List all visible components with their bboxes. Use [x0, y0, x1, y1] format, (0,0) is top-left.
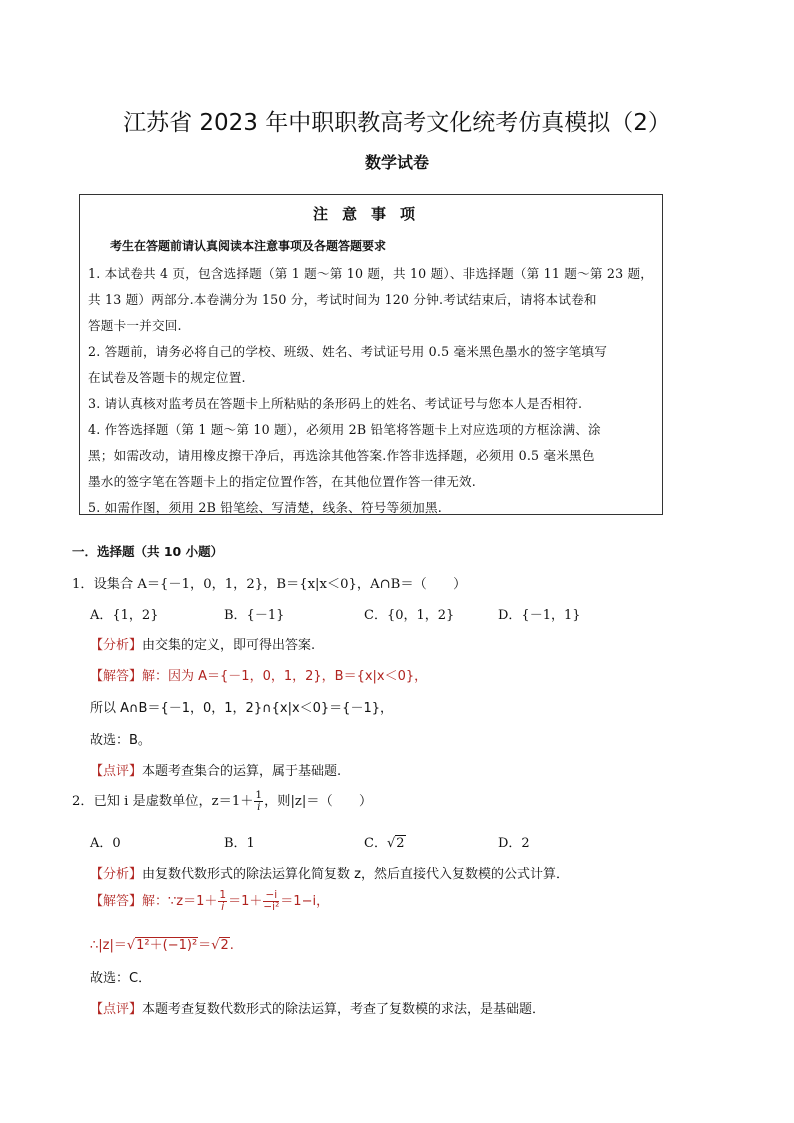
comment-text: 本题考查集合的运算，属于基础题. — [142, 764, 342, 779]
notice-heading: 注意事项 — [312, 205, 429, 223]
q2-option-d: D．2 — [498, 836, 530, 851]
notice-line: 1. 本试卷共 4 页，包含选择题（第 1 题～第 10 题，共 10 题）、非选择题（第 11 题～第 23 题， — [88, 266, 654, 281]
comment-tag: 【点评】 — [90, 1002, 143, 1017]
comment-text: 本题考查复数代数形式的除法运算，考查了复数模的求法，是基础题． — [142, 1002, 546, 1017]
q2-option-a: A．0 — [90, 836, 121, 851]
fraction-numerator: −i — [263, 890, 279, 902]
fraction-numerator: 1 — [219, 889, 227, 901]
notice-line: 3. 请认真核对监考员在答题卡上所粘贴的条形码上的姓名、考试证号与您本人是否相符. — [88, 396, 583, 411]
fraction-denominator: i — [257, 801, 261, 813]
comment-tag: 【点评】 — [90, 764, 143, 779]
q1-option-a: A．{1，2} — [90, 608, 159, 623]
modulus-start: ∴|z|＝ — [90, 938, 127, 953]
solution-middle: ＝1＋ — [228, 894, 263, 909]
solution-end: ＝1−i， — [280, 894, 330, 909]
notice-line: 墨水的签字笔在答题卡上的指定位置作答，在其他位置作答一律无效. — [88, 474, 477, 489]
notice-line: 在试卷及答题卡的规定位置. — [88, 370, 246, 385]
exam-title: 江苏省 2023 年中职职教高考文化统考仿真模拟（2） — [123, 110, 671, 136]
solution-fraction-2 — [263, 890, 279, 913]
sqrt-symbol: √ — [386, 836, 396, 851]
q1-stem: 1．设集合 A＝{－1，0，1，2}，B＝{x|x＜0}，A∩B＝（ ） — [72, 577, 467, 592]
fraction-numerator: 1 — [255, 789, 263, 801]
notice-line: 5. 如需作图，须用 2B 铅笔绘、写清楚，线条、符号等须加黑. — [88, 500, 442, 515]
fraction-denominator: −i² — [263, 901, 280, 913]
analysis-text: 由交集的定义，即可得出答案. — [142, 638, 316, 653]
q2-comment — [90, 998, 545, 1017]
notice-line: 黑；如需改动，请用橡皮擦干净后，再选涂其他答案.作答非选择题，必须用 0.5 毫米黑色 — [88, 448, 595, 463]
modulus-equals: ＝ — [198, 938, 212, 953]
solution-tag: 【解答】 — [90, 669, 143, 684]
q2-modulus — [90, 934, 234, 953]
q2-stem-start: 2．已知 i 是虚数单位，z＝1＋ — [72, 794, 254, 809]
section-heading: 一．选择题（共 10 小题） — [72, 544, 224, 559]
q1-analysis — [90, 634, 315, 653]
q2-option-b: B．1 — [224, 836, 255, 851]
sqrt-symbol: √ — [211, 938, 220, 953]
notice-line: 共 13 题）两部分.本卷满分为 150 分，考试时间为 120 分钟.考试结束后，请将本试卷和 — [88, 292, 597, 307]
analysis-tag: 【分析】 — [90, 638, 143, 653]
q1-option-b: B．{－1} — [224, 608, 285, 623]
q1-solution — [90, 665, 427, 684]
exam-subtitle: 数学试卷 — [364, 153, 429, 172]
option-c-label: C． — [364, 836, 387, 851]
q1-comment — [90, 760, 341, 779]
q1-option-c: C．{0，1，2} — [364, 608, 455, 623]
notice-line: 答题卡一并交回. — [88, 318, 182, 333]
q2-solution — [90, 890, 329, 913]
modulus-result-radicand: 2 — [220, 938, 229, 953]
q2-stem-fraction — [254, 790, 263, 813]
q2-option-c — [364, 832, 406, 851]
q1-solution-line2: 所以 A∩B＝{－1，0，1，2}∩{x|x＜0}＝{－1}， — [90, 701, 393, 716]
solution-fraction-1 — [218, 890, 227, 913]
sqrt-radicand: 2 — [396, 836, 405, 851]
q2-analysis — [90, 863, 569, 882]
sqrt-symbol: √ — [126, 938, 136, 953]
q2-stem-end: ，则|z|＝（ ） — [264, 794, 373, 809]
notice-intro: 考生在答题前请认真阅读本注意事项及各题答题要求 — [110, 239, 387, 253]
analysis-text: 由复数代数形式的除法运算化简复数 z，然后直接代入复数模的公式计算． — [142, 867, 569, 882]
q1-answer: 故选：B。 — [90, 733, 151, 748]
notice-line: 2. 答题前，请务必将自己的学校、班级、姓名、考试证号用 0.5 毫米黑色墨水的签字笔填写 — [88, 344, 608, 359]
solution-text: 解：因为 A＝{－1，0，1，2}，B＝{x|x＜0}， — [142, 669, 428, 684]
notice-line: 4. 作答选择题（第 1 题～第 10 题），必须用 2B 铅笔将答题卡上对应选项的方框涂满、涂 — [88, 422, 601, 437]
notice-box — [79, 194, 663, 515]
solution-tag: 【解答】 — [90, 894, 143, 909]
q2-stem — [72, 790, 372, 813]
fraction-denominator: i — [221, 901, 225, 913]
analysis-tag: 【分析】 — [90, 867, 143, 882]
q1-option-d: D．{－1，1} — [498, 608, 581, 623]
q2-answer: 故选：C． — [90, 971, 152, 986]
solution-start: 解：∵z＝1＋ — [142, 894, 218, 909]
modulus-end: . — [229, 938, 234, 953]
modulus-radicand: 1²＋(−1)² — [136, 938, 198, 953]
